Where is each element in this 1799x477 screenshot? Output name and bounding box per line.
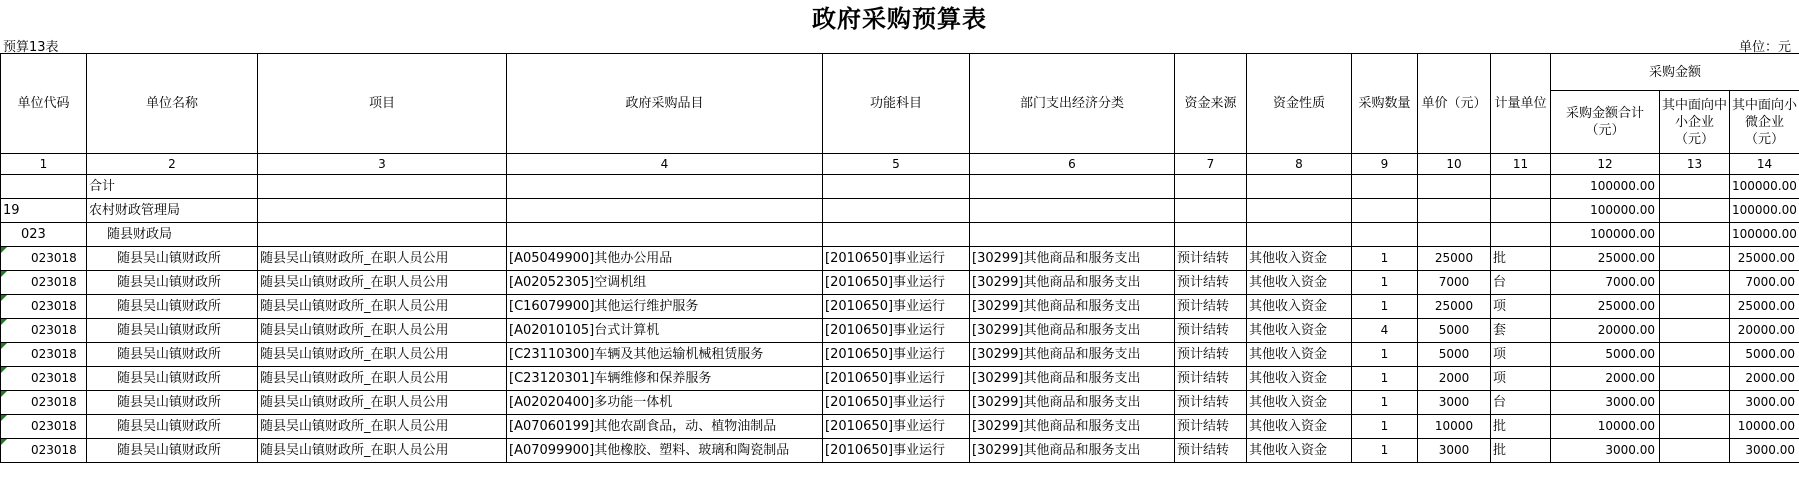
cell-comment-flag-icon	[1, 415, 7, 421]
unit-name-cell[interactable]: 随县吴山镇财政所	[87, 319, 258, 343]
sheet-meta-row	[0, 35, 1799, 53]
measure-cell[interactable]: 批	[1491, 415, 1551, 439]
cell-comment-flag-icon	[1, 271, 7, 277]
cell-comment-flag-icon	[1, 367, 7, 373]
nature-cell[interactable]: 其他收入资金	[1247, 247, 1352, 271]
amount-total-cell[interactable]: 3000.00	[1551, 391, 1660, 415]
empty-cell[interactable]	[1352, 223, 1418, 247]
table-row	[1, 439, 1799, 463]
amount-micro-cell[interactable]: 25000.00	[1730, 295, 1799, 319]
unit-name-cell[interactable]: 农村财政管理局	[87, 199, 258, 223]
function-cell[interactable]: [2010650]事业运行	[823, 415, 970, 439]
measure-cell[interactable]: 台	[1491, 271, 1551, 295]
measure-cell[interactable]: 项	[1491, 343, 1551, 367]
col-header-amount-group: 采购金额	[1551, 54, 1799, 91]
amount-sme-cell[interactable]	[1660, 439, 1730, 463]
unit-code-cell[interactable]	[1, 247, 87, 271]
empty-cell[interactable]	[1247, 199, 1352, 223]
econ-cell[interactable]: [30299]其他商品和服务支出	[970, 319, 1175, 343]
amount-micro-cell[interactable]: 25000.00	[1730, 247, 1799, 271]
source-cell[interactable]: 预计结转	[1175, 247, 1247, 271]
table-row	[1, 319, 1799, 343]
amount-micro-cell[interactable]: 5000.00	[1730, 343, 1799, 367]
unit-code-cell[interactable]	[1, 343, 87, 367]
amount-micro-cell[interactable]: 100000.00	[1730, 223, 1799, 247]
price-cell[interactable]: 3000	[1418, 391, 1491, 415]
unit-name-cell[interactable]: 随县吴山镇财政所	[87, 391, 258, 415]
source-cell[interactable]: 预计结转	[1175, 391, 1247, 415]
project-cell[interactable]: 随县吴山镇财政所_在职人员公用	[258, 391, 507, 415]
column-index-cell: 1	[1, 154, 87, 175]
empty-cell[interactable]	[258, 175, 507, 199]
table-row	[1, 391, 1799, 415]
unit-name-cell[interactable]: 随县吴山镇财政所	[87, 271, 258, 295]
econ-cell[interactable]: [30299]其他商品和服务支出	[970, 343, 1175, 367]
empty-cell[interactable]	[1247, 223, 1352, 247]
empty-cell[interactable]	[507, 223, 823, 247]
unit-name-cell[interactable]: 合计	[87, 175, 258, 199]
unit-code-text: 023018	[31, 251, 77, 265]
empty-cell[interactable]	[1352, 199, 1418, 223]
source-cell[interactable]: 预计结转	[1175, 295, 1247, 319]
empty-cell[interactable]	[1352, 175, 1418, 199]
amount-total-cell[interactable]: 20000.00	[1551, 319, 1660, 343]
unit-code-cell[interactable]	[1, 367, 87, 391]
econ-cell[interactable]: [30299]其他商品和服务支出	[970, 295, 1175, 319]
catalog-cell[interactable]: [A05049900]其他办公用品	[507, 247, 823, 271]
function-cell[interactable]: [2010650]事业运行	[823, 295, 970, 319]
source-cell[interactable]: 预计结转	[1175, 439, 1247, 463]
column-index-cell: 13	[1660, 154, 1730, 175]
amount-micro-cell[interactable]: 7000.00	[1730, 271, 1799, 295]
amount-total-cell[interactable]: 3000.00	[1551, 439, 1660, 463]
cell-comment-flag-icon	[1, 295, 7, 301]
catalog-cell[interactable]: [A07099900]其他橡胶、塑料、玻璃和陶瓷制品	[507, 439, 823, 463]
empty-cell[interactable]	[823, 175, 970, 199]
empty-cell[interactable]	[1418, 223, 1491, 247]
qty-cell[interactable]: 1	[1352, 391, 1418, 415]
nature-cell[interactable]: 其他收入资金	[1247, 391, 1352, 415]
source-cell[interactable]: 预计结转	[1175, 343, 1247, 367]
table-row	[1, 415, 1799, 439]
amount-sme-cell[interactable]	[1660, 223, 1730, 247]
unit-name-cell[interactable]: 随县吴山镇财政所	[87, 415, 258, 439]
amount-micro-cell[interactable]: 20000.00	[1730, 319, 1799, 343]
empty-cell[interactable]	[823, 223, 970, 247]
unit-label: 单位：元	[1738, 40, 1791, 55]
col-header-econ: 部门支出经济分类	[970, 54, 1175, 154]
measure-cell[interactable]: 项	[1491, 295, 1551, 319]
col-header-qty: 采购数量	[1352, 54, 1418, 154]
function-cell[interactable]: [2010650]事业运行	[823, 271, 970, 295]
amount-sme-cell[interactable]	[1660, 175, 1730, 199]
empty-cell[interactable]	[970, 199, 1175, 223]
column-index-cell: 14	[1730, 154, 1799, 175]
empty-cell[interactable]	[1175, 175, 1247, 199]
table-row	[1, 271, 1799, 295]
econ-cell[interactable]: [30299]其他商品和服务支出	[970, 247, 1175, 271]
unit-name-cell[interactable]: 随县吴山镇财政所	[87, 247, 258, 271]
econ-cell[interactable]: [30299]其他商品和服务支出	[970, 439, 1175, 463]
cell-comment-flag-icon	[1, 319, 7, 325]
amount-sme-cell[interactable]	[1660, 271, 1730, 295]
column-index-cell: 10	[1418, 154, 1491, 175]
amount-sme-cell[interactable]	[1660, 367, 1730, 391]
unit-code-text: 023018	[31, 395, 77, 409]
amount-total-cell[interactable]: 100000.00	[1551, 175, 1660, 199]
col-header-function: 功能科目	[823, 54, 970, 154]
amount-total-cell[interactable]: 2000.00	[1551, 367, 1660, 391]
catalog-cell[interactable]: [A02010105]台式计算机	[507, 319, 823, 343]
function-cell[interactable]: [2010650]事业运行	[823, 247, 970, 271]
amount-sme-cell[interactable]	[1660, 319, 1730, 343]
column-index-cell: 4	[507, 154, 823, 175]
qty-cell[interactable]: 1	[1352, 295, 1418, 319]
amount-total-cell[interactable]: 100000.00	[1551, 199, 1660, 223]
price-cell[interactable]: 10000	[1418, 415, 1491, 439]
summary-row	[1, 199, 1799, 223]
unit-name-cell[interactable]: 随县财政局	[87, 223, 258, 247]
nature-cell[interactable]: 其他收入资金	[1247, 319, 1352, 343]
col-header-project: 项目	[258, 54, 507, 154]
unit-code-cell[interactable]	[1, 295, 87, 319]
source-cell[interactable]: 预计结转	[1175, 271, 1247, 295]
col-header-nature: 资金性质	[1247, 54, 1352, 154]
econ-cell[interactable]: [30299]其他商品和服务支出	[970, 367, 1175, 391]
col-header-amount-micro: 其中面向小微企业（元）	[1730, 91, 1799, 154]
unit-code-cell[interactable]	[1, 415, 87, 439]
project-cell[interactable]: 随县吴山镇财政所_在职人员公用	[258, 439, 507, 463]
price-cell[interactable]: 5000	[1418, 319, 1491, 343]
column-index-cell: 6	[970, 154, 1175, 175]
empty-cell[interactable]	[258, 199, 507, 223]
empty-cell[interactable]	[1175, 199, 1247, 223]
column-index-cell: 3	[258, 154, 507, 175]
unit-code-cell[interactable]	[1, 391, 87, 415]
table-row	[1, 295, 1799, 319]
unit-name-cell[interactable]: 随县吴山镇财政所	[87, 439, 258, 463]
catalog-cell[interactable]: [A07060199]其他农副食品，动、植物油制品	[507, 415, 823, 439]
amount-sme-cell[interactable]	[1660, 199, 1730, 223]
nature-cell[interactable]: 其他收入资金	[1247, 367, 1352, 391]
cell-comment-flag-icon	[1, 247, 7, 253]
measure-cell[interactable]: 项	[1491, 367, 1551, 391]
amount-total-cell[interactable]: 7000.00	[1551, 271, 1660, 295]
empty-cell[interactable]	[507, 199, 823, 223]
sheet-label: 预算13表	[3, 40, 59, 55]
col-header-catalog: 政府采购品目	[507, 54, 823, 154]
unit-code-text: 023018	[31, 299, 77, 313]
function-cell[interactable]: [2010650]事业运行	[823, 343, 970, 367]
project-cell[interactable]: 随县吴山镇财政所_在职人员公用	[258, 271, 507, 295]
column-index-cell: 9	[1352, 154, 1418, 175]
unit-code-cell[interactable]	[1, 271, 87, 295]
amount-sme-cell[interactable]	[1660, 391, 1730, 415]
project-cell[interactable]: 随县吴山镇财政所_在职人员公用	[258, 415, 507, 439]
col-header-amount-sme: 其中面向中小企业（元）	[1660, 91, 1730, 154]
amount-sme-cell[interactable]	[1660, 295, 1730, 319]
nature-cell[interactable]: 其他收入资金	[1247, 439, 1352, 463]
empty-cell[interactable]	[258, 223, 507, 247]
col-header-price: 单价（元）	[1418, 54, 1491, 154]
function-cell[interactable]: [2010650]事业运行	[823, 391, 970, 415]
source-cell[interactable]: 预计结转	[1175, 367, 1247, 391]
amount-total-cell[interactable]: 25000.00	[1551, 295, 1660, 319]
amount-sme-cell[interactable]	[1660, 343, 1730, 367]
cell-comment-flag-icon	[1, 439, 7, 445]
nature-cell[interactable]: 其他收入资金	[1247, 343, 1352, 367]
project-cell[interactable]: 随县吴山镇财政所_在职人员公用	[258, 295, 507, 319]
amount-total-cell[interactable]: 10000.00	[1551, 415, 1660, 439]
price-cell[interactable]: 25000	[1418, 247, 1491, 271]
catalog-cell[interactable]: [A02020400]多功能一体机	[507, 391, 823, 415]
col-header-source: 资金来源	[1175, 54, 1247, 154]
qty-cell[interactable]: 1	[1352, 343, 1418, 367]
unit-code-text: 023018	[31, 323, 77, 337]
price-cell[interactable]: 7000	[1418, 271, 1491, 295]
price-cell[interactable]: 5000	[1418, 343, 1491, 367]
measure-cell[interactable]: 批	[1491, 439, 1551, 463]
amount-total-cell[interactable]: 25000.00	[1551, 247, 1660, 271]
measure-cell[interactable]: 批	[1491, 247, 1551, 271]
table-row	[1, 367, 1799, 391]
amount-micro-cell[interactable]: 100000.00	[1730, 199, 1799, 223]
econ-cell[interactable]: [30299]其他商品和服务支出	[970, 271, 1175, 295]
econ-cell[interactable]: [30299]其他商品和服务支出	[970, 391, 1175, 415]
project-cell[interactable]: 随县吴山镇财政所_在职人员公用	[258, 343, 507, 367]
function-cell[interactable]: [2010650]事业运行	[823, 367, 970, 391]
unit-name-cell[interactable]: 随县吴山镇财政所	[87, 367, 258, 391]
column-index-row	[1, 154, 1799, 175]
empty-cell[interactable]	[970, 223, 1175, 247]
qty-cell[interactable]: 1	[1352, 367, 1418, 391]
amount-total-cell[interactable]: 5000.00	[1551, 343, 1660, 367]
measure-cell[interactable]: 台	[1491, 391, 1551, 415]
empty-cell[interactable]	[1491, 175, 1551, 199]
nature-cell[interactable]: 其他收入资金	[1247, 295, 1352, 319]
project-cell[interactable]: 随县吴山镇财政所_在职人员公用	[258, 319, 507, 343]
catalog-cell[interactable]: [C23110300]车辆及其他运输机械租赁服务	[507, 343, 823, 367]
table-row	[1, 247, 1799, 271]
column-index-cell: 2	[87, 154, 258, 175]
price-cell[interactable]: 3000	[1418, 439, 1491, 463]
empty-cell[interactable]	[507, 175, 823, 199]
amount-micro-cell[interactable]: 2000.00	[1730, 367, 1799, 391]
qty-cell[interactable]: 1	[1352, 415, 1418, 439]
column-index-cell: 8	[1247, 154, 1352, 175]
unit-code-cell[interactable]	[1, 319, 87, 343]
amount-micro-cell[interactable]: 3000.00	[1730, 391, 1799, 415]
unit-code-text: 023018	[31, 419, 77, 433]
cell-comment-flag-icon	[1, 391, 7, 397]
unit-code-cell[interactable]	[1, 175, 87, 199]
econ-cell[interactable]: [30299]其他商品和服务支出	[970, 415, 1175, 439]
qty-cell[interactable]: 1	[1352, 271, 1418, 295]
empty-cell[interactable]	[970, 175, 1175, 199]
qty-cell[interactable]: 4	[1352, 319, 1418, 343]
unit-name-cell[interactable]: 随县吴山镇财政所	[87, 295, 258, 319]
source-cell[interactable]: 预计结转	[1175, 319, 1247, 343]
unit-code-text: 023018	[31, 347, 77, 361]
qty-cell[interactable]: 1	[1352, 247, 1418, 271]
project-cell[interactable]: 随县吴山镇财政所_在职人员公用	[258, 367, 507, 391]
col-header-unit-code: 单位代码	[1, 54, 87, 154]
budget-table	[0, 53, 1799, 463]
price-cell[interactable]: 2000	[1418, 367, 1491, 391]
empty-cell[interactable]	[1247, 175, 1352, 199]
function-cell[interactable]: [2010650]事业运行	[823, 319, 970, 343]
unit-code-cell[interactable]	[1, 439, 87, 463]
project-cell[interactable]: 随县吴山镇财政所_在职人员公用	[258, 247, 507, 271]
summary-row	[1, 223, 1799, 247]
column-index-cell: 12	[1551, 154, 1660, 175]
empty-cell[interactable]	[1175, 223, 1247, 247]
unit-code-text: 023018	[31, 371, 77, 385]
catalog-cell[interactable]: [A02052305]空调机组	[507, 271, 823, 295]
qty-cell[interactable]: 1	[1352, 439, 1418, 463]
unit-code-cell[interactable]: 023	[1, 223, 87, 247]
catalog-cell[interactable]: [C16079900]其他运行维护服务	[507, 295, 823, 319]
function-cell[interactable]: [2010650]事业运行	[823, 439, 970, 463]
column-index-cell: 11	[1491, 154, 1551, 175]
measure-cell[interactable]: 套	[1491, 319, 1551, 343]
amount-micro-cell[interactable]: 10000.00	[1730, 415, 1799, 439]
col-header-unit-name: 单位名称	[87, 54, 258, 154]
unit-code-cell[interactable]: 19	[1, 199, 87, 223]
page-title: 政府采购预算表	[812, 5, 987, 33]
source-cell[interactable]: 预计结转	[1175, 415, 1247, 439]
empty-cell[interactable]	[1418, 199, 1491, 223]
nature-cell[interactable]: 其他收入资金	[1247, 415, 1352, 439]
amount-sme-cell[interactable]	[1660, 415, 1730, 439]
unit-code-text: 023018	[31, 275, 77, 289]
amount-total-cell[interactable]: 100000.00	[1551, 223, 1660, 247]
nature-cell[interactable]: 其他收入资金	[1247, 271, 1352, 295]
unit-name-cell[interactable]: 随县吴山镇财政所	[87, 343, 258, 367]
col-header-amount-total: 采购金额合计（元）	[1551, 91, 1660, 154]
header-row-1	[1, 54, 1799, 91]
amount-micro-cell[interactable]: 3000.00	[1730, 439, 1799, 463]
price-cell[interactable]: 25000	[1418, 295, 1491, 319]
cell-comment-flag-icon	[1, 343, 7, 349]
amount-sme-cell[interactable]	[1660, 247, 1730, 271]
column-index-cell: 7	[1175, 154, 1247, 175]
empty-cell[interactable]	[1491, 223, 1551, 247]
empty-cell[interactable]	[1418, 175, 1491, 199]
empty-cell[interactable]	[1491, 199, 1551, 223]
unit-code-text: 023018	[31, 443, 77, 457]
summary-row	[1, 175, 1799, 199]
col-header-measure: 计量单位	[1491, 54, 1551, 154]
catalog-cell[interactable]: [C23120301]车辆维修和保养服务	[507, 367, 823, 391]
table-row	[1, 343, 1799, 367]
amount-micro-cell[interactable]: 100000.00	[1730, 175, 1799, 199]
column-index-cell: 5	[823, 154, 970, 175]
empty-cell[interactable]	[823, 199, 970, 223]
